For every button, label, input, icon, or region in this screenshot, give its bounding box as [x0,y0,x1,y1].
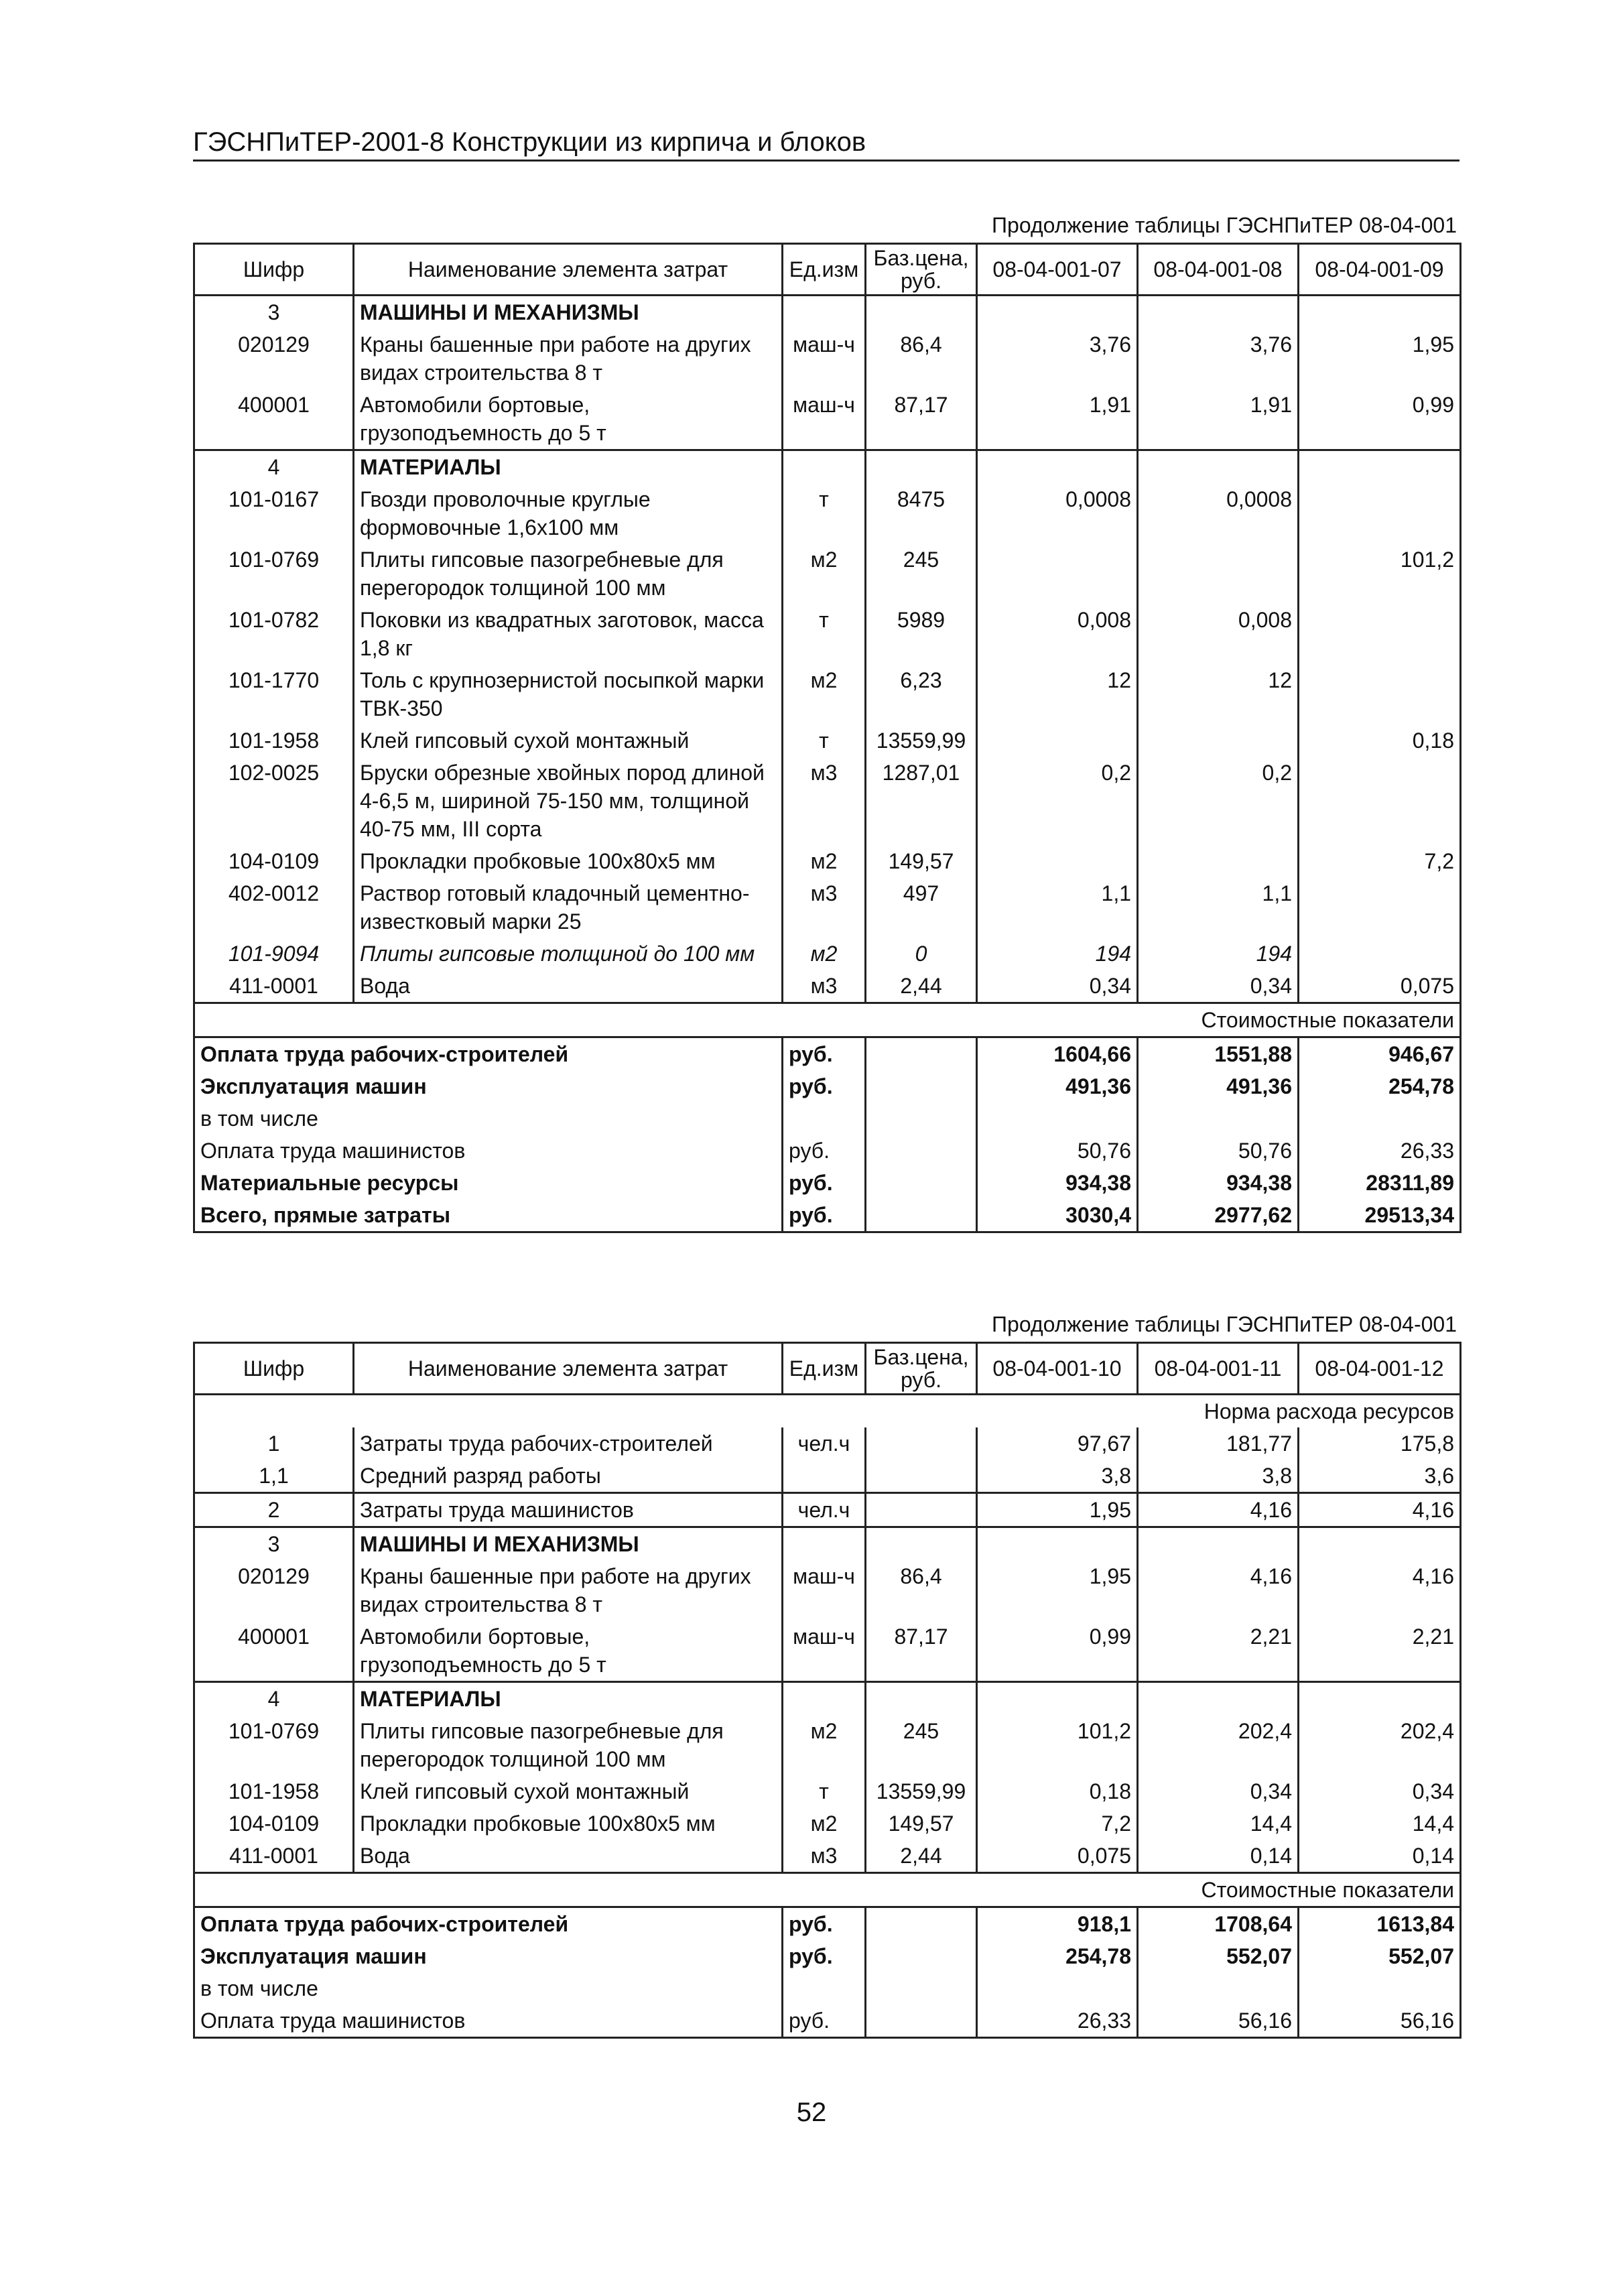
cost-title: Стоимостные показатели [194,1003,1461,1037]
resource-name: Прокладки пробковые 100х80х5 мм [354,845,783,877]
resource-name: Поковки из квадратных заготовок, масса 1,8 кг [354,604,783,664]
cost-value-col1: 254,78 [977,1940,1138,1972]
value-col1: 3,76 [977,328,1138,389]
table-row [194,483,1461,544]
resource-unit: т [783,724,866,757]
value-col1: 7,2 [977,1807,1138,1840]
resource-code: 411-0001 [194,970,354,1003]
table-row [194,1840,1461,1873]
value-col1 [977,1527,1138,1561]
resource-code: 101-0769 [194,544,354,604]
col-header-code: Шифр [194,244,354,296]
cost-label: Материальные ресурсы [194,1167,783,1199]
base-price [866,296,977,329]
value-col3: 2,21 [1299,1620,1461,1682]
resource-name: Гвозди проволочные круглые формовочные 1,6х100 мм [354,483,783,544]
value-col2 [1138,296,1299,329]
value-col3: 0,34 [1299,1775,1461,1807]
base-price: 245 [866,544,977,604]
table-row [194,544,1461,604]
resource-unit: м2 [783,1715,866,1775]
resource-name: Автомобили бортовые, грузоподъемность до 5 т [354,389,783,450]
col-header-code: Шифр [194,1343,354,1395]
cost-value-col1: 491,36 [977,1070,1138,1102]
base-price: 2,44 [866,1840,977,1873]
base-price: 149,57 [866,1807,977,1840]
table-row [194,1715,1461,1775]
value-col1: 97,67 [977,1427,1138,1460]
cost-unit [783,1102,866,1135]
table1 [193,243,1462,1233]
value-col2: 0,2 [1138,757,1299,845]
cost-row [194,1199,1461,1232]
resource-unit: м3 [783,877,866,938]
cost-value-col3: 56,16 [1299,2004,1461,2038]
table-row [194,877,1461,938]
cost-price-empty [866,1907,977,1941]
value-col2: 3,8 [1138,1460,1299,1493]
resource-name: Клей гипсовый сухой монтажный [354,724,783,757]
cost-label: Оплата труда машинистов [194,1135,783,1167]
resource-unit: м2 [783,544,866,604]
resource-name: Прокладки пробковые 100х80х5 мм [354,1807,783,1840]
resource-unit: чел.ч [783,1427,866,1460]
cost-price-empty [866,1070,977,1102]
cost-value-col1: 3030,4 [977,1199,1138,1232]
resource-code: 104-0109 [194,1807,354,1840]
base-price [866,1527,977,1561]
cost-price-empty [866,1135,977,1167]
value-col1 [977,296,1138,329]
cost-label: Всего, прямые затраты [194,1199,783,1232]
base-price: 86,4 [866,328,977,389]
section-row [194,296,1461,329]
section-row [194,1682,1461,1716]
resource-code: 101-1770 [194,664,354,724]
cost-title-row [194,1873,1461,1907]
value-col2: 194 [1138,938,1299,970]
cost-unit: руб. [783,1199,866,1232]
cost-value-col3: 946,67 [1299,1037,1461,1071]
cost-title-row [194,1003,1461,1037]
cost-value-col2: 552,07 [1138,1940,1299,1972]
page-header: ГЭСНПиТЕР-2001-8 Конструкции из кирпича и блоков [193,127,866,157]
base-price [866,450,977,484]
value-col2: 12 [1138,664,1299,724]
table-row [194,1427,1461,1460]
resource-name: Плиты гипсовые пазогребневые для перегородок толщиной 100 мм [354,544,783,604]
cost-value-col1 [977,1102,1138,1135]
resource-unit: маш-ч [783,1620,866,1682]
table-row [194,389,1461,450]
value-col2 [1138,1682,1299,1716]
resource-code: 101-0769 [194,1715,354,1775]
value-col2 [1138,1527,1299,1561]
base-price: 87,17 [866,1620,977,1682]
cost-value-col2: 50,76 [1138,1135,1299,1167]
resource-code: 020129 [194,1560,354,1620]
value-col2: 0,0008 [1138,483,1299,544]
base-price [866,1460,977,1493]
value-col1 [977,1682,1138,1716]
resource-code: 1,1 [194,1460,354,1493]
base-price: 86,4 [866,1560,977,1620]
resource-code: 101-0167 [194,483,354,544]
value-col3: 0,18 [1299,724,1461,757]
value-col3: 4,16 [1299,1493,1461,1527]
resource-unit: м2 [783,1807,866,1840]
base-price: 6,23 [866,664,977,724]
value-col3: 175,8 [1299,1427,1461,1460]
base-price: 149,57 [866,845,977,877]
value-col2: 181,77 [1138,1427,1299,1460]
resource-unit: т [783,483,866,544]
value-col1: 0,99 [977,1620,1138,1682]
cost-unit: руб. [783,1907,866,1941]
table1-caption: Продолжение таблицы ГЭСНПиТЕР 08-04-001 [992,213,1457,237]
resource-code: 020129 [194,328,354,389]
resource-name: Затраты труда машинистов [354,1493,783,1527]
table-row [194,1460,1461,1493]
cost-value-col3: 26,33 [1299,1135,1461,1167]
value-col3: 0,14 [1299,1840,1461,1873]
cost-unit: руб. [783,1940,866,1972]
table-row [194,1807,1461,1840]
resource-name: МАТЕРИАЛЫ [354,450,783,484]
cost-value-col2 [1138,1972,1299,2004]
cost-value-col2: 1708,64 [1138,1907,1299,1941]
cost-unit: руб. [783,1167,866,1199]
resource-name: Клей гипсовый сухой монтажный [354,1775,783,1807]
cost-row [194,1167,1461,1199]
cost-label: в том числе [194,1972,783,2004]
value-col1: 12 [977,664,1138,724]
col-header-v2: 08-04-001-11 [1138,1343,1299,1395]
base-price [866,1493,977,1527]
value-col2: 0,34 [1138,970,1299,1003]
base-price: 13559,99 [866,724,977,757]
col-header-name: Наименование элемента затрат [354,1343,783,1395]
resource-name: МАТЕРИАЛЫ [354,1682,783,1716]
resource-unit [783,1682,866,1716]
cost-price-empty [866,1972,977,2004]
value-col3: 101,2 [1299,544,1461,604]
value-col3 [1299,483,1461,544]
resource-unit [783,450,866,484]
value-col2 [1138,845,1299,877]
resource-name: Автомобили бортовые, грузоподъемность до 5 т [354,1620,783,1682]
base-price: 8475 [866,483,977,544]
cost-row [194,1972,1461,2004]
resource-code: 2 [194,1493,354,1527]
page-number: 52 [796,2098,827,2127]
resource-code: 411-0001 [194,1840,354,1873]
resource-code: 104-0109 [194,845,354,877]
value-col2: 1,91 [1138,389,1299,450]
cost-label: Оплата труда рабочих-строителей [194,1907,783,1941]
resource-unit: чел.ч [783,1493,866,1527]
cost-price-empty [866,1167,977,1199]
value-col1: 0,075 [977,1840,1138,1873]
resource-code: 400001 [194,389,354,450]
resource-name: Краны башенные при работе на других видах строительства 8 т [354,1560,783,1620]
value-col3: 7,2 [1299,845,1461,877]
col-header-name: Наименование элемента затрат [354,244,783,296]
value-col1: 0,008 [977,604,1138,664]
resource-unit: т [783,604,866,664]
cost-price-empty [866,1940,977,1972]
value-col1 [977,724,1138,757]
base-price: 0 [866,938,977,970]
value-col1: 0,2 [977,757,1138,845]
cost-row [194,2004,1461,2038]
cost-value-col1: 1604,66 [977,1037,1138,1071]
cost-value-col3: 28311,89 [1299,1167,1461,1199]
cost-value-col3: 1613,84 [1299,1907,1461,1941]
resource-name: Затраты труда рабочих-строителей [354,1427,783,1460]
section-row [194,1527,1461,1561]
cost-value-col2: 2977,62 [1138,1199,1299,1232]
cost-unit [783,1972,866,2004]
table-row [194,1620,1461,1682]
resource-name: МАШИНЫ И МЕХАНИЗМЫ [354,1527,783,1561]
col-header-unit: Ед.изм [783,244,866,296]
value-col3: 4,16 [1299,1560,1461,1620]
cost-row [194,1037,1461,1071]
resource-unit: т [783,1775,866,1807]
resource-name: Вода [354,970,783,1003]
cost-value-col2: 491,36 [1138,1070,1299,1102]
resource-code: 4 [194,450,354,484]
resource-code: 3 [194,296,354,329]
value-col1: 0,34 [977,970,1138,1003]
cost-label: Эксплуатация машин [194,1070,783,1102]
value-col2: 4,16 [1138,1560,1299,1620]
section-row [194,450,1461,484]
resource-code: 1 [194,1427,354,1460]
cost-value-col3: 29513,34 [1299,1199,1461,1232]
base-price [866,1682,977,1716]
cost-value-col2: 934,38 [1138,1167,1299,1199]
cost-price-empty [866,2004,977,2038]
cost-value-col3: 254,78 [1299,1070,1461,1102]
table-row [194,970,1461,1003]
cost-value-col1: 934,38 [977,1167,1138,1199]
resource-unit: м2 [783,845,866,877]
table2 [193,1342,1462,2039]
norm-title: Норма расхода ресурсов [194,1395,1461,1428]
base-price: 2,44 [866,970,977,1003]
value-col1: 1,91 [977,389,1138,450]
cost-title: Стоимостные показатели [194,1873,1461,1907]
resource-unit: м3 [783,1840,866,1873]
cost-price-empty [866,1199,977,1232]
cost-price-empty [866,1102,977,1135]
resource-unit: м2 [783,664,866,724]
resource-code: 102-0025 [194,757,354,845]
resource-code: 101-1958 [194,724,354,757]
value-col2: 3,76 [1138,328,1299,389]
value-col1: 101,2 [977,1715,1138,1775]
resource-unit [783,1527,866,1561]
base-price: 497 [866,877,977,938]
value-col3 [1299,1527,1461,1561]
col-header-v3: 08-04-001-09 [1299,244,1461,296]
cost-value-col3 [1299,1102,1461,1135]
value-col3: 0,075 [1299,970,1461,1003]
cost-row [194,1102,1461,1135]
value-col2: 4,16 [1138,1493,1299,1527]
table-row [194,724,1461,757]
cost-label: Эксплуатация машин [194,1940,783,1972]
resource-code: 101-0782 [194,604,354,664]
value-col3: 1,95 [1299,328,1461,389]
table-row [194,1775,1461,1807]
value-col3 [1299,450,1461,484]
cost-price-empty [866,1037,977,1071]
resource-code: 402-0012 [194,877,354,938]
value-col1: 0,18 [977,1775,1138,1807]
col-header-unit: Ед.изм [783,1343,866,1395]
resource-unit [783,296,866,329]
base-price: 1287,01 [866,757,977,845]
value-col2 [1138,450,1299,484]
resource-unit: маш-ч [783,389,866,450]
resource-name: Толь с крупнозернистой посыпкой марки ТВК-350 [354,664,783,724]
cost-value-col3 [1299,1972,1461,2004]
resource-name: Вода [354,1840,783,1873]
value-col1 [977,544,1138,604]
resource-code: 400001 [194,1620,354,1682]
cost-label: Оплата труда машинистов [194,2004,783,2038]
resource-name: МАШИНЫ И МЕХАНИЗМЫ [354,296,783,329]
value-col1: 194 [977,938,1138,970]
resource-unit [783,1460,866,1493]
col-header-v1: 08-04-001-07 [977,244,1138,296]
cost-value-col1: 26,33 [977,2004,1138,2038]
value-col2 [1138,724,1299,757]
value-col2: 14,4 [1138,1807,1299,1840]
resource-code: 3 [194,1527,354,1561]
cost-value-col2: 56,16 [1138,2004,1299,2038]
cost-row [194,1940,1461,1972]
base-price: 5989 [866,604,977,664]
cost-value-col3: 552,07 [1299,1940,1461,1972]
col-header-v2: 08-04-001-08 [1138,244,1299,296]
col-header-v3: 08-04-001-12 [1299,1343,1461,1395]
table-row [194,604,1461,664]
resource-name: Плиты гипсовые толщиной до 100 мм [354,938,783,970]
value-col2 [1138,544,1299,604]
table2-caption: Продолжение таблицы ГЭСНПиТЕР 08-04-001 [992,1312,1457,1336]
value-col2: 2,21 [1138,1620,1299,1682]
cost-row [194,1135,1461,1167]
cost-row [194,1070,1461,1102]
base-price: 245 [866,1715,977,1775]
resource-code: 101-1958 [194,1775,354,1807]
resource-unit: м3 [783,757,866,845]
value-col3 [1299,1682,1461,1716]
cost-unit: руб. [783,1037,866,1071]
table-row [194,845,1461,877]
value-col1: 3,8 [977,1460,1138,1493]
value-col2: 0,34 [1138,1775,1299,1807]
resource-unit: маш-ч [783,328,866,389]
value-col3: 14,4 [1299,1807,1461,1840]
cost-value-col2: 1551,88 [1138,1037,1299,1071]
value-col2: 0,14 [1138,1840,1299,1873]
value-col3 [1299,604,1461,664]
resource-unit: м3 [783,970,866,1003]
cost-value-col1: 50,76 [977,1135,1138,1167]
table-row [194,757,1461,845]
base-price: 13559,99 [866,1775,977,1807]
resource-code: 101-9094 [194,938,354,970]
col-header-v1: 08-04-001-10 [977,1343,1138,1395]
resource-name: Краны башенные при работе на других видах строительства 8 т [354,328,783,389]
cost-unit: руб. [783,1135,866,1167]
value-col1: 0,0008 [977,483,1138,544]
value-col1 [977,845,1138,877]
norm-title-row [194,1395,1461,1428]
resource-name: Бруски обрезные хвойных пород длиной 4-6,5 м, шириной 75-150 мм, толщиной 40-75 мм, III сорта [354,757,783,845]
table-row [194,938,1461,970]
resource-unit: маш-ч [783,1560,866,1620]
cost-label: в том числе [194,1102,783,1135]
cost-unit: руб. [783,1070,866,1102]
value-col3: 3,6 [1299,1460,1461,1493]
value-col3 [1299,877,1461,938]
cost-unit: руб. [783,2004,866,2038]
value-col2: 0,008 [1138,604,1299,664]
value-col3: 202,4 [1299,1715,1461,1775]
table-row [194,328,1461,389]
cost-value-col2 [1138,1102,1299,1135]
table-row [194,664,1461,724]
value-col2: 202,4 [1138,1715,1299,1775]
value-col2: 1,1 [1138,877,1299,938]
resource-code: 4 [194,1682,354,1716]
cost-value-col1 [977,1972,1138,2004]
base-price: 87,17 [866,389,977,450]
cost-label: Оплата труда рабочих-строителей [194,1037,783,1071]
resource-name: Плиты гипсовые пазогребневые для перегородок толщиной 100 мм [354,1715,783,1775]
value-col3 [1299,938,1461,970]
value-col3 [1299,757,1461,845]
resource-unit: м2 [783,938,866,970]
value-col1: 1,95 [977,1493,1138,1527]
resource-name: Средний разряд работы [354,1460,783,1493]
cost-value-col1: 918,1 [977,1907,1138,1941]
col-header-price: Баз.цена, руб. [866,244,977,296]
value-col1: 1,95 [977,1560,1138,1620]
col-header-price: Баз.цена, руб. [866,1343,977,1395]
value-col3: 0,99 [1299,389,1461,450]
header-rule [193,160,1459,162]
table-row [194,1560,1461,1620]
cost-row [194,1907,1461,1941]
value-col3 [1299,296,1461,329]
resource-name: Раствор готовый кладочный цементно-известковый марки 25 [354,877,783,938]
value-col1 [977,450,1138,484]
base-price [866,1427,977,1460]
value-col1: 1,1 [977,877,1138,938]
value-col3 [1299,664,1461,724]
table-row [194,1493,1461,1527]
